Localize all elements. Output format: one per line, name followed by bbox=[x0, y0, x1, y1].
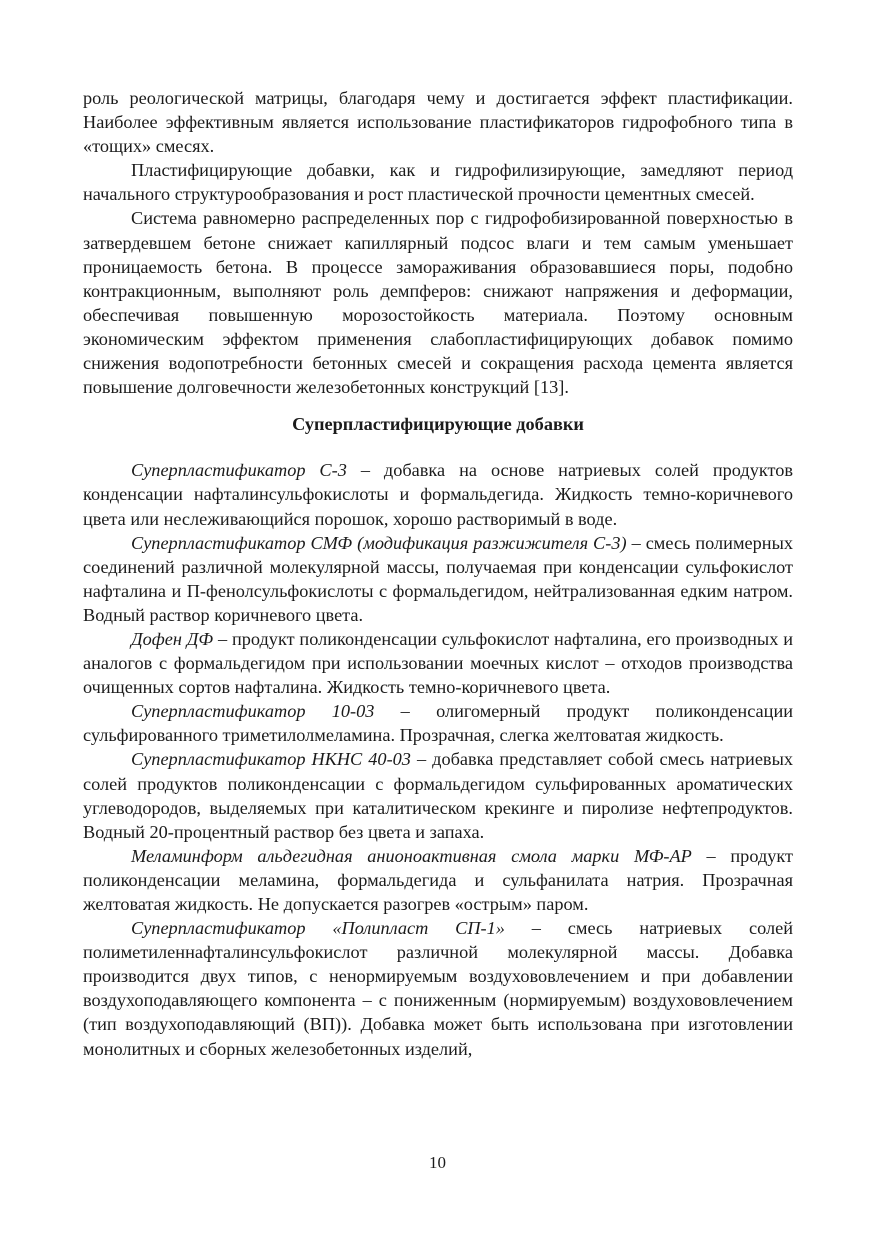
section-heading: Суперпластифицирующие добавки bbox=[292, 414, 584, 435]
item-text: – продукт поликонденсации сульфокислот нафталина, его производных и аналогов с формальдегидом при использовании моечных кислот – отходов производства очищенных сортов нафталина. Жидкость темно-коричневого цвета. bbox=[83, 628, 793, 698]
item-mf-ar bbox=[83, 844, 793, 916]
item-dofen bbox=[83, 627, 793, 699]
paragraph-plasticizers-slowdown: Пластифицирующие добавки, как и гидрофилизирующие, замедляют период начального структурообразования и рост пластической прочности цементных смесей. bbox=[83, 160, 793, 205]
item-10-03 bbox=[83, 699, 793, 747]
item-c3 bbox=[83, 458, 793, 530]
item-text: – добавка на основе натриевых солей продуктов конденсации нафталинсульфокислоты и формальдегида. Жидкость темно-коричневого цвета или неслеживающийся порошок, хорошо растворимый в воде. bbox=[83, 460, 793, 529]
item-text: – добавка представляет собой смесь натриевых солей продуктов поликонденсации с формальдегидом сульфированных ароматических углеводородов, выделяемых при каталитическом крекинге и пиролизе нефтепродуктов. Водный 20-процентный раствор без цвета и запаха. bbox=[83, 749, 793, 842]
item-term: Суперпластификатор С-3 bbox=[131, 460, 347, 481]
paragraph-continuation: роль реологической матрицы, благодаря чему и достигается эффект пластификации. Наиболее эффективным является использование пластификаторов гидрофобного типа в «тощих» смесях. bbox=[83, 88, 793, 157]
item-nkns bbox=[83, 747, 793, 843]
page-number: 10 bbox=[429, 1153, 446, 1172]
item-text: – олигомерный продукт поликонденсации сульфированного триметилолмеламина. Прозрачная, слегка желтоватая жидкость. bbox=[83, 701, 794, 746]
item-smf bbox=[83, 531, 793, 627]
item-term: Суперпластификатор 10-03 bbox=[131, 701, 375, 722]
paragraph-pore-system: Система равномерно распределенных пор с гидрофобизированной поверхностью в затвердевшем бетоне снижает капиллярный подсос влаги и тем самым уменьшает проницаемость бетона. В процессе замораживания образовавшиеся поры, подобно контракционным, выполняют роль демпферов: снижают напряжения и деформации, обеспечивая повышенную морозостойкость материала. Поэтому основным экономическим эффектом применения слабопластифицирующих добавок помимо снижения водопотребности бетонных смесей и сокращения расхода цемента является повышение долговечности железобетонных конструкций [13]. bbox=[83, 208, 793, 398]
item-term: Дофен ДФ bbox=[131, 628, 214, 649]
page-body bbox=[83, 86, 793, 1061]
item-term: Меламинформ альдегидная анионоактивная смола марки МФ-АР bbox=[131, 845, 692, 866]
item-term: Суперпластификатор «Полипласт СП-1» bbox=[131, 918, 505, 939]
item-term: Суперпластификатор НКНС 40-03 bbox=[131, 749, 411, 770]
item-text: – продукт поликонденсации меламина, формальдегида и сульфанилата натрия. Прозрачная желтоватая жидкость. Не допускается разогрев «острым» паром. bbox=[83, 845, 794, 914]
item-text: – смесь полимерных соединений различной молекулярной массы, получаемая при конденсации сульфокислот нафталина и П-фенолсульфокислоты с формальдегидом, нейтрализованная едким натром. Водный раствор коричневого цвета. bbox=[83, 532, 793, 625]
item-polyplast bbox=[83, 916, 793, 1061]
item-text: – смесь натриевых солей полиметиленнафталинсульфокислот различной молекулярной массы. Добавка производится двух типов, с ненормируемым воздухововлечением и при добавлении воздухоподавляющего компонента – с пониженным (нормируемым) воздухововлечением (тип воздухоподавляющий (ВП)). Добавка может быть использована при изготовлении монолитных и сборных железобетонных изделий, bbox=[83, 918, 794, 1059]
item-term: Суперпластификатор СМФ (модификация разжижителя С-3) bbox=[131, 532, 627, 553]
